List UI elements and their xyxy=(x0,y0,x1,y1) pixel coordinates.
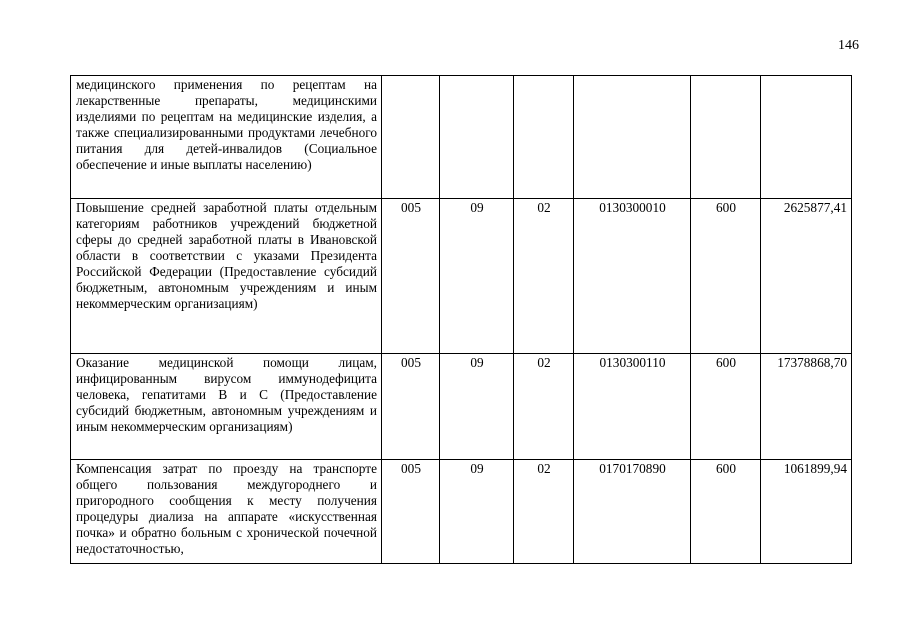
cell-ministry: 005 xyxy=(382,354,440,460)
cell-description: Оказание медицинской помощи лицам, инфицированным вирусом иммунодефицита человека, гепатитами В и С (Предоставление субсидий бюджетным, автономным учреждениям и иным некоммерческим организациям) xyxy=(71,354,382,460)
cell-description: медицинского применения по рецептам на лекарственные препараты, медицинскими изделиями по рецептам на медицинские изделия, а также специализированными продуктами лечебного питания для детей-инвалидов (Социальное обеспечение и иные выплаты населению) xyxy=(71,76,382,199)
cell-section xyxy=(440,76,514,199)
cell-subsection: 02 xyxy=(514,199,574,354)
cell-ministry xyxy=(382,76,440,199)
cell-target-article: 0170170890 xyxy=(574,460,691,564)
cell-section: 09 xyxy=(440,460,514,564)
cell-amount xyxy=(761,76,852,199)
cell-expense-type: 600 xyxy=(691,199,761,354)
budget-table xyxy=(70,75,852,564)
cell-expense-type: 600 xyxy=(691,460,761,564)
page-number: 146 xyxy=(838,38,859,53)
cell-amount: 1061899,94 xyxy=(761,460,852,564)
cell-section: 09 xyxy=(440,199,514,354)
cell-description: Повышение средней заработной платы отдельным категориям работников учреждений бюджетной сферы до средней заработной платы в Ивановской области в соответствии с указами Президента Российской Федерации (Предоставление субсидий бюджетным, автономным учреждениям и иным некоммерческим организациям) xyxy=(71,199,382,354)
table-row xyxy=(71,199,852,354)
cell-ministry: 005 xyxy=(382,460,440,564)
cell-target-article xyxy=(574,76,691,199)
cell-target-article: 0130300010 xyxy=(574,199,691,354)
table-row xyxy=(71,460,852,564)
cell-subsection: 02 xyxy=(514,460,574,564)
cell-amount: 17378868,70 xyxy=(761,354,852,460)
cell-section: 09 xyxy=(440,354,514,460)
table-row xyxy=(71,76,852,199)
cell-expense-type xyxy=(691,76,761,199)
cell-subsection: 02 xyxy=(514,354,574,460)
cell-target-article: 0130300110 xyxy=(574,354,691,460)
cell-amount: 2625877,41 xyxy=(761,199,852,354)
table-row xyxy=(71,354,852,460)
cell-subsection xyxy=(514,76,574,199)
cell-description: Компенсация затрат по проезду на транспорте общего пользования междугороднего и пригородного сообщения к месту получения процедуры диализа на аппарате «искусственная почка» и обратно больным с хронической почечной недостаточностью, xyxy=(71,460,382,564)
cell-ministry: 005 xyxy=(382,199,440,354)
cell-expense-type: 600 xyxy=(691,354,761,460)
